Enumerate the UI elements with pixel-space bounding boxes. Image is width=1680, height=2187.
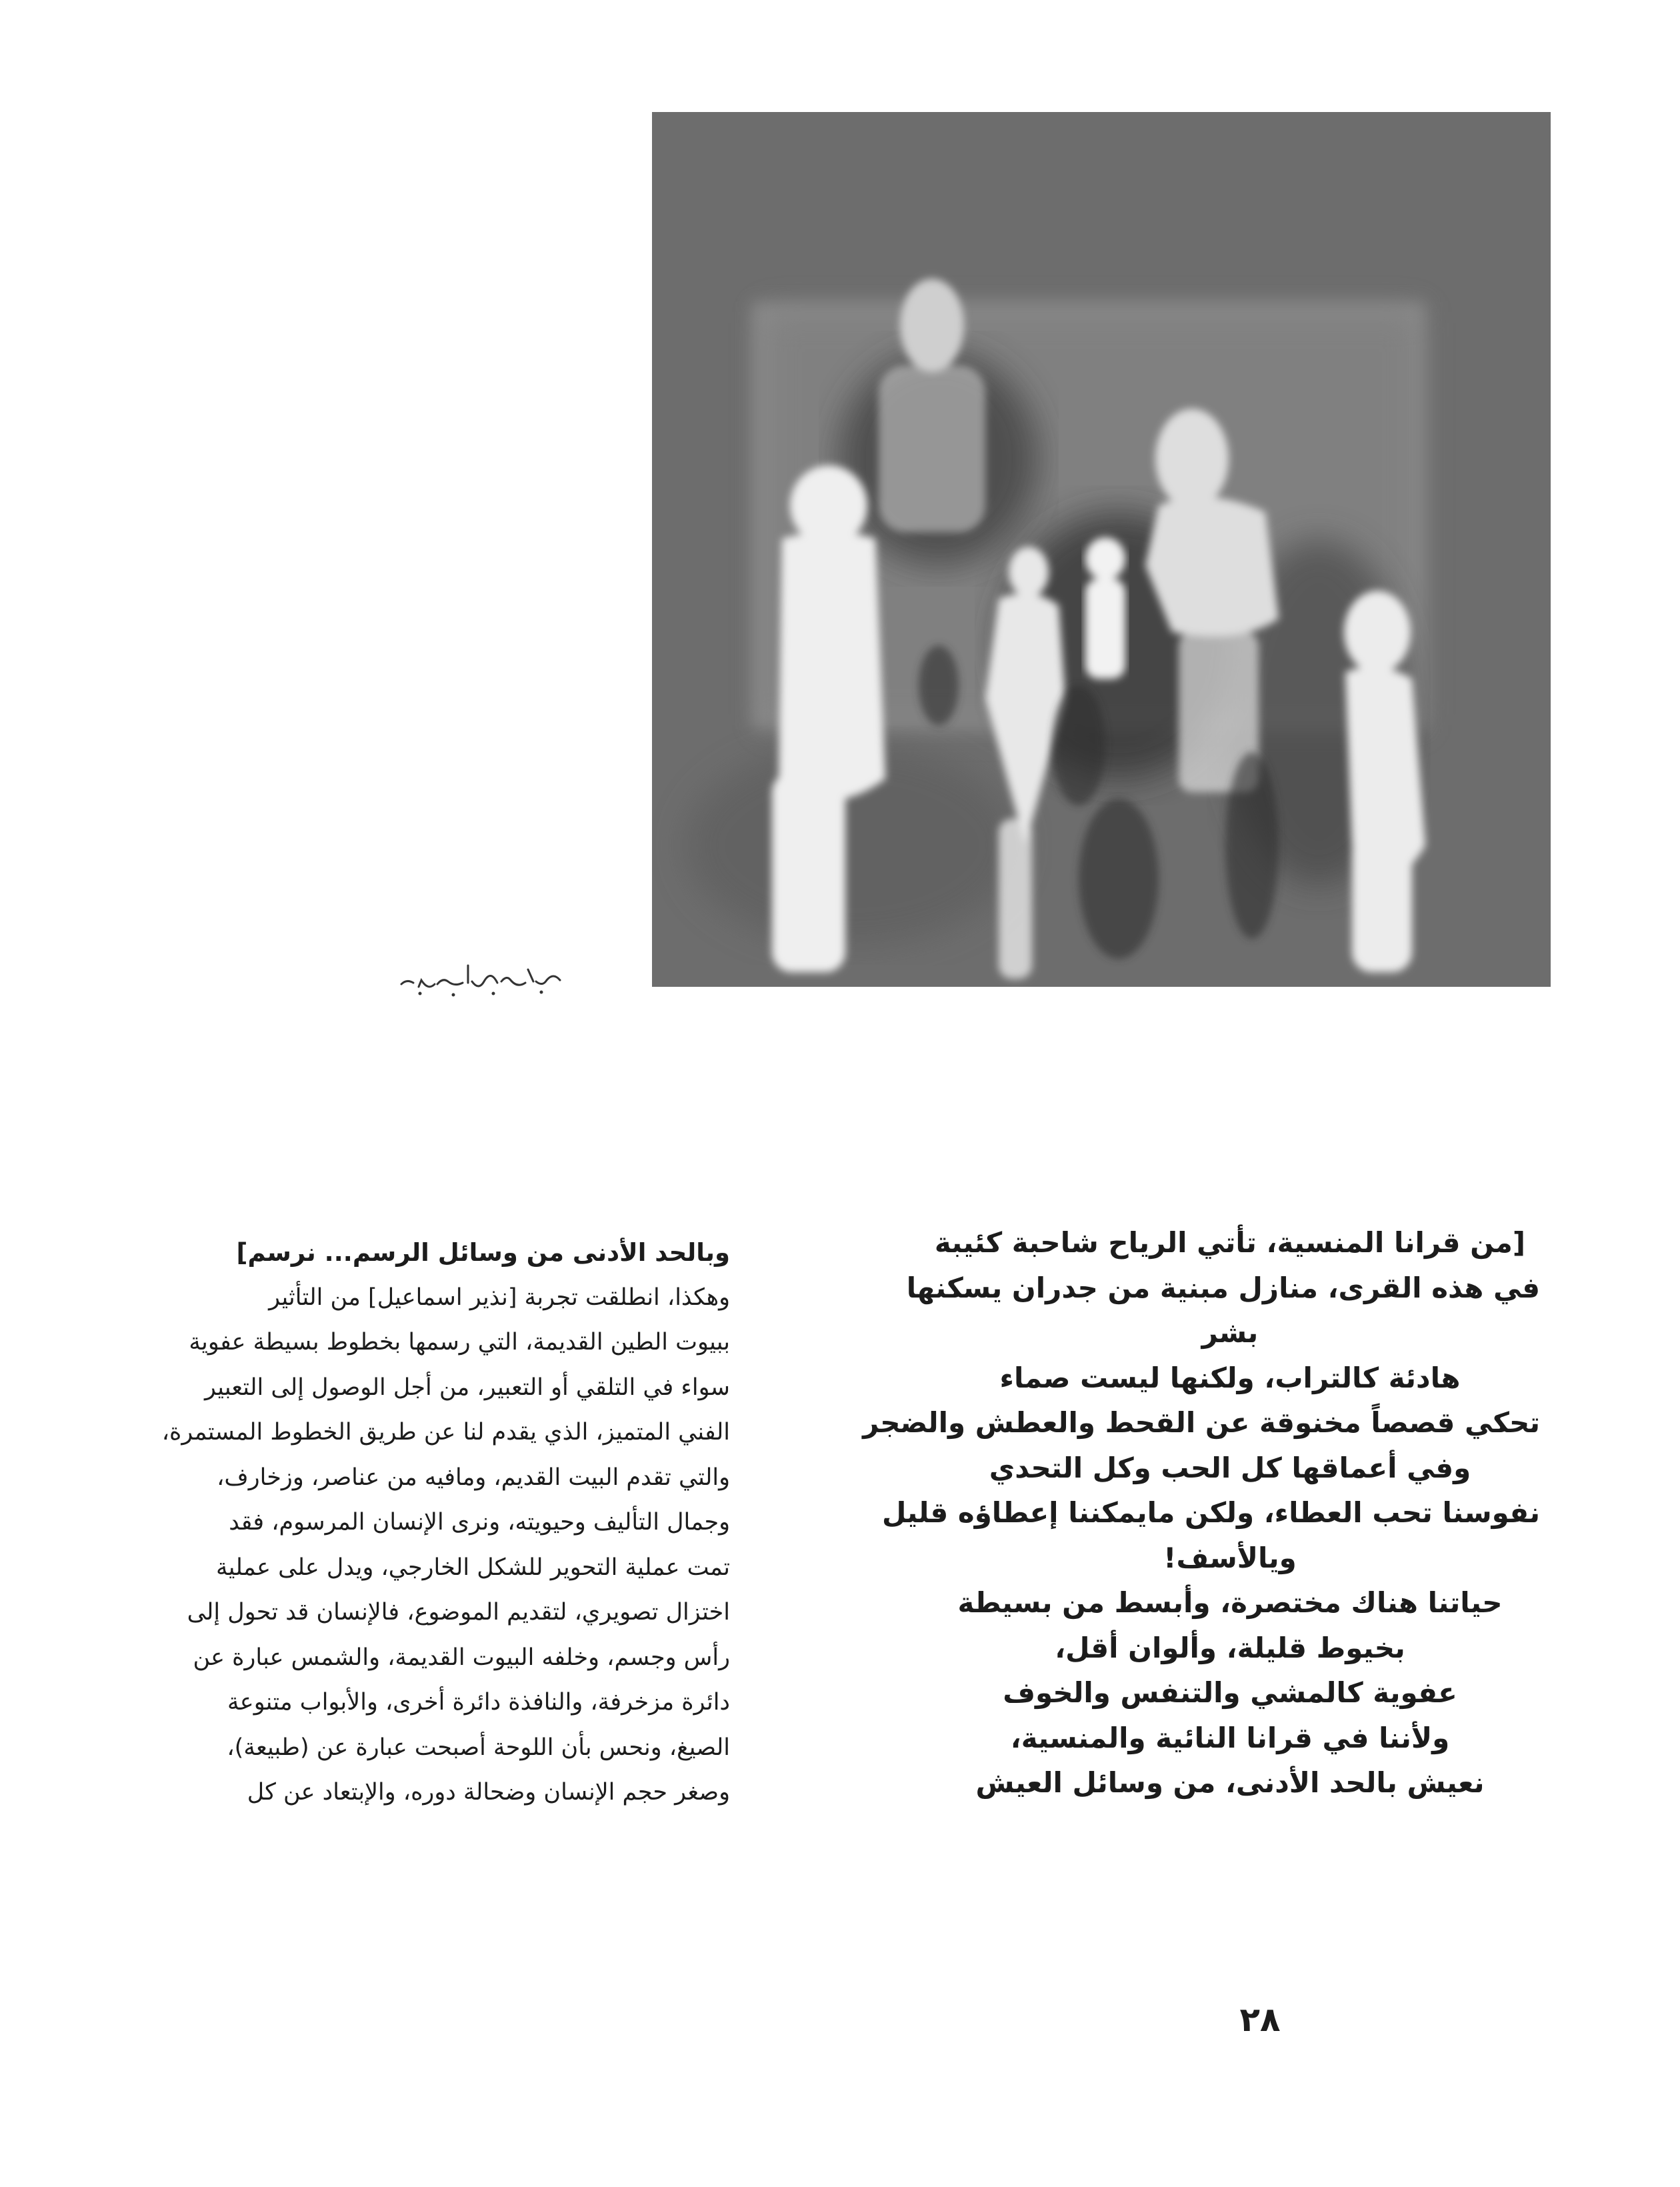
artist-signature — [393, 960, 567, 1007]
poem-line: حياتنا هناك مختصرة، وأبسط من بسيطة — [957, 1586, 1503, 1619]
prose-line: وجمال التأليف وحيويته، ونرى الإنسان المرسوم، فقد — [229, 1509, 730, 1536]
prose-line-heading: وبالحد الأدنى من وسائل الرسم... نرسم] — [236, 1238, 730, 1267]
prose-line: ببيوت الطين القديمة، التي رسمها بخطوط بسيطة عفوية — [189, 1329, 730, 1356]
poem-line: وفي أعماقها كل الحب وكل التحدي — [989, 1451, 1471, 1484]
poem-line: [من قرانا المنسية، تأتي الرياح شاحبة كئيبة — [934, 1226, 1526, 1259]
page-number: ٢٨ — [1239, 2000, 1281, 2039]
prose-line: الفني المتميز، الذي يقدم لنا عن طريق الخطوط المستمرة، — [161, 1419, 730, 1446]
poem-line: بخيوط قليلة، وألوان أقل، — [1055, 1631, 1405, 1664]
prose-line: رأس وجسم، وخلفه البيوت القديمة، والشمس عبارة عن — [193, 1644, 730, 1671]
prose-line: اختزال تصويري، لتقديم الموضوع، فالإنسان قد تحول إلى — [187, 1599, 730, 1626]
poem-line: نعيش بالحد الأدنى، من وسائل العيش — [975, 1766, 1485, 1799]
poem-line: ولأننا في قرانا النائية والمنسية، — [1010, 1721, 1450, 1754]
poem-line: في هذه القرى، منازل مبنية من جدران يسكنها — [906, 1271, 1540, 1304]
prose-line: والتي تقدم البيت القديم، ومافيه من عناصر، وزخارف، — [217, 1464, 730, 1491]
prose-line: سواء في التلقي أو التعبير، من أجل الوصول إلى التعبير — [204, 1374, 730, 1401]
painting-image — [652, 112, 1551, 987]
poem-line: هادئة كالتراب، ولكنها ليست صماء — [999, 1361, 1461, 1394]
prose-line: تمت عملية التحوير للشكل الخارجي، ويدل على عملية — [215, 1554, 730, 1581]
prose-line: دائرة مزخرفة، والنافذة دائرة أخرى، والأبواب متنوعة — [227, 1689, 730, 1716]
signature-image — [393, 960, 567, 1007]
artwork-photo — [652, 112, 1551, 987]
prose-line: وهكذا، انطلقت تجربة [نذير اسماعيل] من التأثير — [269, 1284, 730, 1311]
poem-line: تحكي قصصاً مخنوقة عن القحط والعطش والضجر — [863, 1406, 1540, 1439]
prose-line: وصغر حجم الإنسان وضحالة دوره، والإبتعاد عن كل — [247, 1779, 730, 1806]
poem-line: عفوية كالمشي والتنفس والخوف — [1003, 1676, 1457, 1709]
poem-line: نفوسنا تحب العطاء، ولكن مايمكننا إعطاؤه قليل — [882, 1496, 1540, 1529]
poem-line: بشر — [1201, 1316, 1259, 1349]
poem-line: ويالأسف! — [1163, 1541, 1297, 1574]
prose-column — [140, 1230, 730, 1816]
prose-line: الصيغ، ونحس بأن اللوحة أصبحت عبارة عن (طبيعة)، — [227, 1734, 730, 1761]
poem-column — [863, 1220, 1540, 1806]
